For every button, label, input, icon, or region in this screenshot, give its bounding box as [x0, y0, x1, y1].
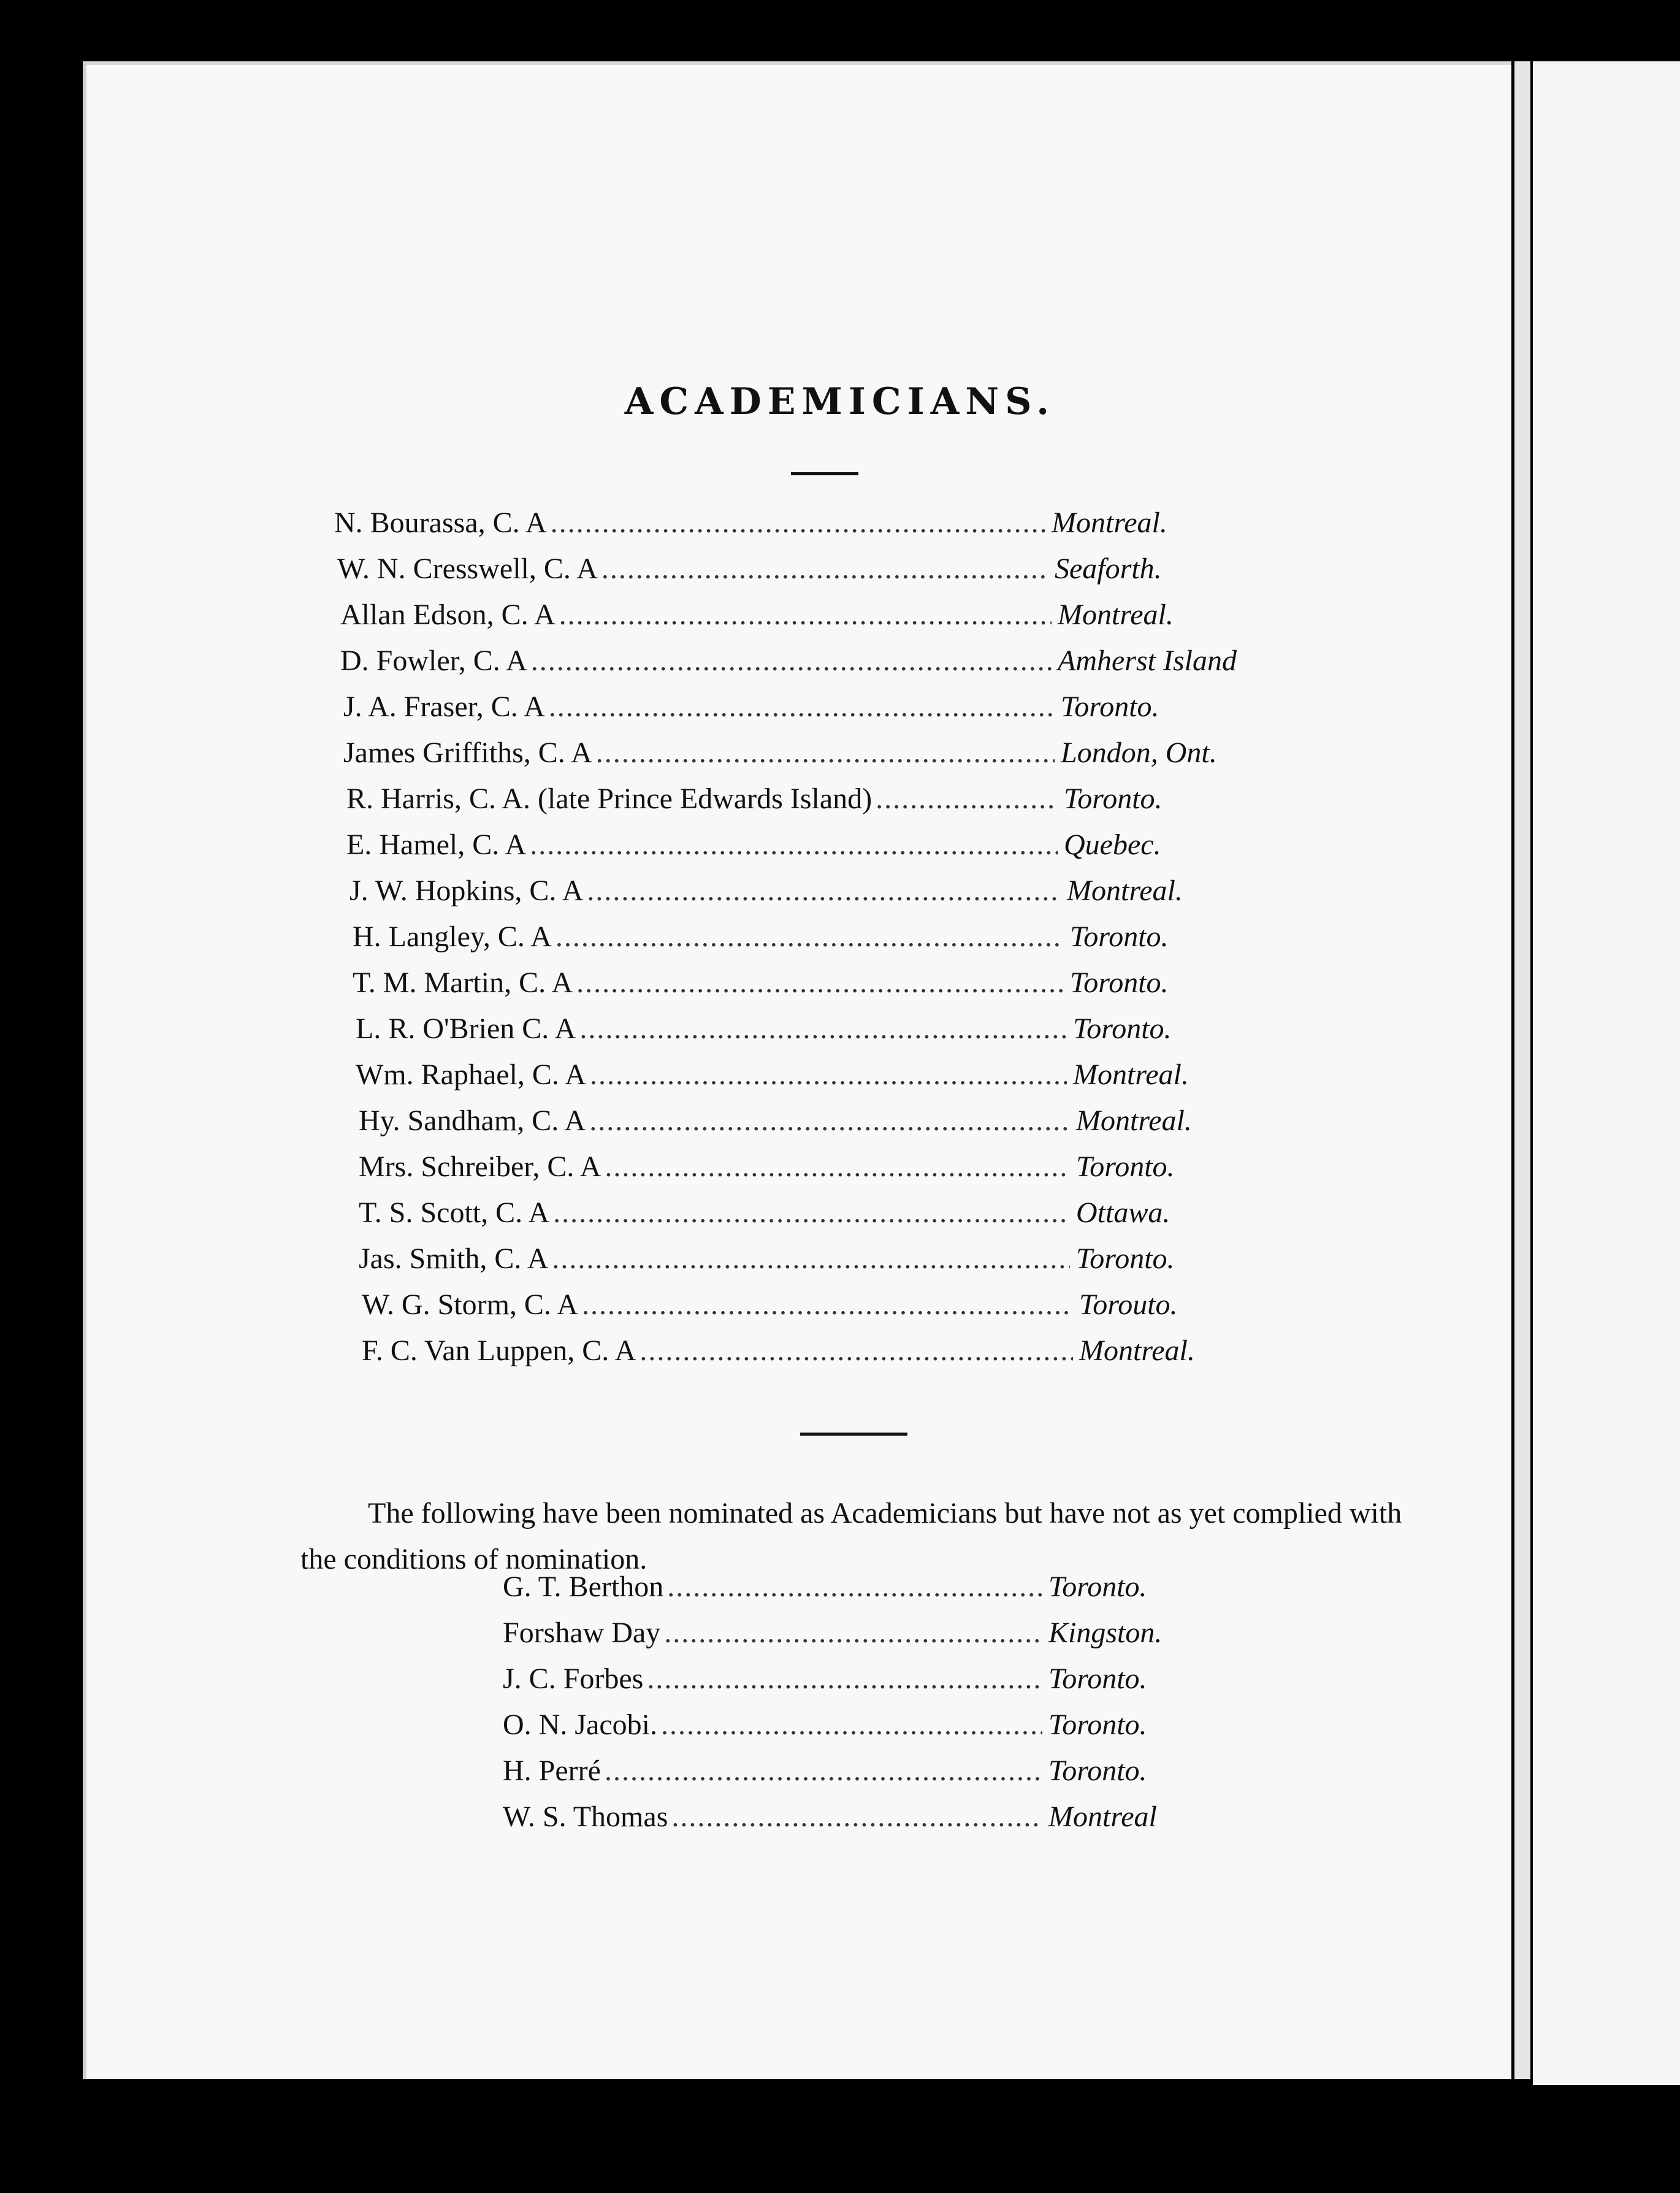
member-name: Hy. Sandham, C. A [359, 1104, 586, 1137]
nominee-place: Kingston. [1048, 1617, 1163, 1649]
leader-dots [647, 1662, 1042, 1696]
member-name: W. N. Cresswell, C. A [337, 553, 598, 585]
member-name: E. Hamel, C. A [346, 829, 527, 861]
member-place: Toronto. [1064, 783, 1163, 815]
member-place: Amherst Island [1058, 645, 1237, 677]
member-name: Mrs. Schreiber, C. A [359, 1150, 601, 1183]
list-item [503, 1708, 1196, 1742]
nominee-place: Toronto. [1048, 1663, 1147, 1695]
member-place: Toronto. [1073, 1012, 1172, 1045]
nominee-name: J. C. Forbes [503, 1663, 644, 1695]
member-name: W. G. Storm, C. A [362, 1288, 578, 1321]
leader-dots [605, 1754, 1042, 1788]
nominee-place: Toronto. [1048, 1755, 1147, 1787]
member-place: Toronto. [1076, 1242, 1175, 1275]
member-name: H. Langley, C. A [353, 920, 552, 953]
nominee-name: Forshaw Day [503, 1617, 661, 1649]
list-item [503, 1662, 1196, 1696]
member-name: Jas. Smith, C. A [359, 1242, 549, 1275]
list-item [503, 1570, 1196, 1604]
leader-dots [671, 1800, 1042, 1834]
member-place: Torouto. [1079, 1288, 1178, 1321]
member-name: J. A. Fraser, C. A [343, 691, 545, 723]
member-name: Allan Edson, C. A [340, 599, 556, 631]
member-place: Montreal. [1058, 599, 1174, 631]
nominee-place: Toronto. [1048, 1571, 1147, 1603]
member-name: F. C. Van Luppen, C. A [362, 1334, 636, 1367]
member-place: London, Ont. [1061, 737, 1217, 769]
leader-dots [664, 1616, 1042, 1650]
member-place: Toronto. [1061, 691, 1159, 723]
nominee-name: G. T. Berthon [503, 1571, 664, 1603]
member-name: Wm. Raphael, C. A [356, 1058, 586, 1091]
list-item [503, 1800, 1196, 1834]
member-name: N. Bourassa, C. A [334, 507, 547, 539]
member-name: R. Harris, C. A. (late Prince Edwards Island) [346, 783, 872, 815]
list-item [503, 1754, 1196, 1788]
member-name: T. S. Scott, C. A [359, 1196, 550, 1229]
member-name: D. Fowler, C. A [340, 645, 527, 677]
nominee-name: O. N. Jacobi. [503, 1709, 657, 1741]
leader-dots [661, 1708, 1042, 1742]
member-place: Montreal. [1073, 1058, 1189, 1091]
member-place: Montreal. [1067, 875, 1183, 907]
member-place: Montreal. [1052, 507, 1167, 539]
member-name: J. W. Hopkins, C. A [349, 875, 584, 907]
list-item [503, 1616, 1196, 1650]
nomination-note: The following have been nominated as Academicians but have not as yet complied with the conditions of nomination. [300, 1497, 1402, 1575]
page-title: ACADEMICIANS. [624, 380, 1056, 423]
member-place: Seaforth. [1055, 553, 1162, 585]
nominee-place: Toronto. [1048, 1709, 1147, 1741]
leader-dots [667, 1570, 1042, 1604]
member-place: Montreal. [1076, 1104, 1192, 1137]
member-place: Toronto. [1076, 1150, 1175, 1183]
member-name: L. R. O'Brien C. A [356, 1012, 576, 1045]
member-name: T. M. Martin, C. A [353, 966, 573, 999]
nominee-place: Montreal [1048, 1801, 1157, 1833]
member-place: Quebec. [1064, 829, 1161, 861]
member-place: Toronto. [1070, 966, 1169, 999]
member-place: Ottawa. [1076, 1196, 1170, 1229]
nominee-name: H. Perré [503, 1755, 601, 1787]
member-place: Montreal. [1079, 1334, 1195, 1367]
member-name: James Griffiths, C. A [343, 737, 592, 769]
nominee-name: W. S. Thomas [503, 1801, 668, 1833]
member-place: Toronto. [1070, 920, 1169, 953]
